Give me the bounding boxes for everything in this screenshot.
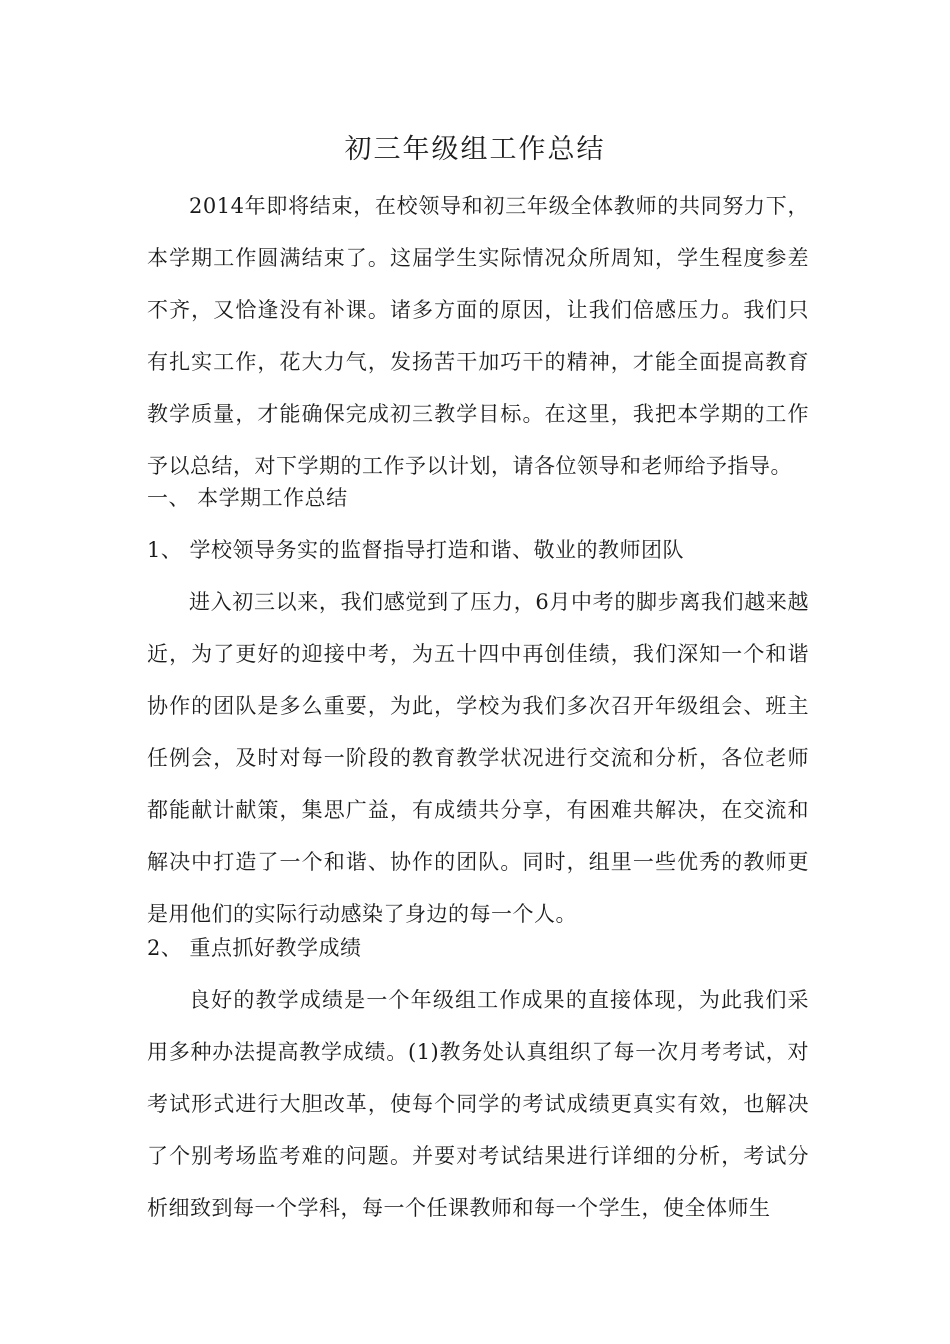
item-heading-1: 1、 学校领导务实的监督指导打造和谐、敬业的教师团队 bbox=[147, 538, 685, 562]
item-2-paragraph: 良好的教学成绩是一个年级组工作成果的直接体现，为此我们采用多种办法提高教学成绩。(1)教务处认真组织了每一次月考考试，对考试形式进行大胆改革，使每个同学的考试成绩更真实有效，也解决了个别考场监考难的问题。并要对考试结果进行详细的分析，考试分析细致到每一个学科，每一个任课教师和每一个学生，使全体师生 bbox=[147, 988, 809, 1220]
item-1-paragraph: 进入初三以来，我们感觉到了压力，6月中考的脚步离我们越来越近，为了更好的迎接中考，为五十四中再创佳绩，我们深知一个和谐协作的团队是多么重要，为此，学校为我们多次召开年级组会、班主任例会，及时对每一阶段的教育教学状况进行交流和分析，各位老师都能献计献策，集思广益，有成绩共分享，有困难共解决，在交流和解决中打造了一个和谐、协作的团队。同时，组里一些优秀的教师更是用他们的实际行动感染了身边的每一个人。 bbox=[147, 590, 809, 926]
section-heading-1: 一、 本学期工作总结 bbox=[147, 486, 348, 510]
intro-paragraph: 2014年即将结束，在校领导和初三年级全体教师的共同努力下，本学期工作圆满结束了。这届学生实际情况众所周知，学生程度参差不齐，又恰逢没有补课。诸多方面的原因，让我们倍感压力。我们只有扎实工作，花大力气，发扬苦干加巧干的精神，才能全面提高教育教学质量，才能确保完成初三教学目标。在这里，我把本学期的工作予以总结，对下学期的工作予以计划，请各位领导和老师给予指导。 bbox=[147, 194, 809, 478]
document-title: 初三年级组工作总结 bbox=[344, 134, 606, 165]
item-heading-2: 2、 重点抓好教学成绩 bbox=[147, 936, 362, 960]
